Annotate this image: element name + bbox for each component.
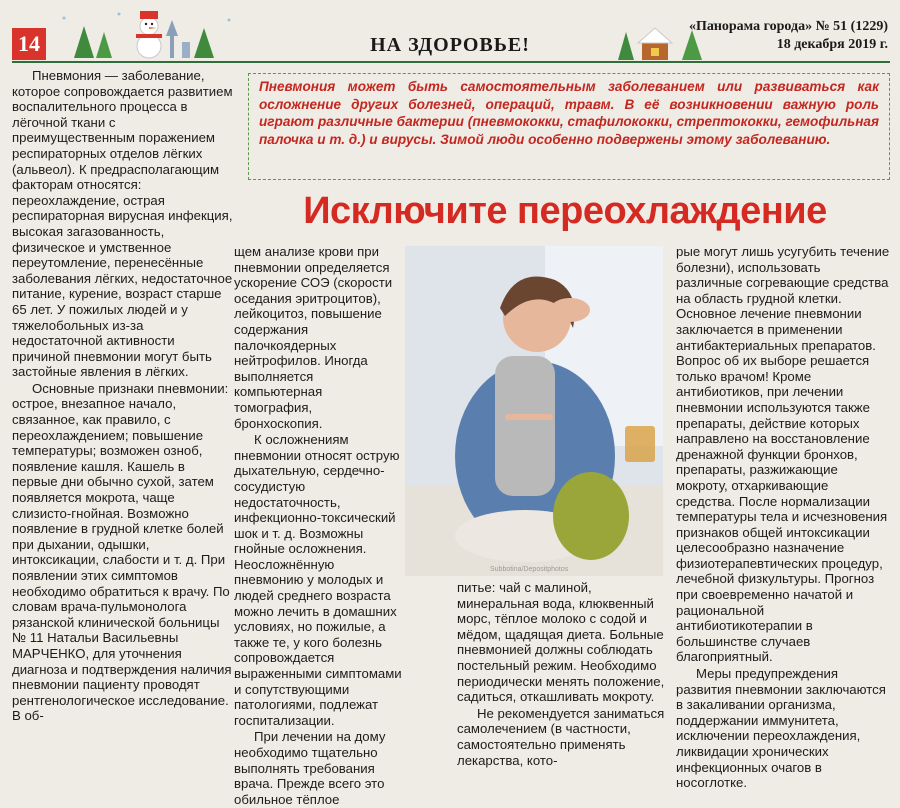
winter-decoration-icon: [44, 6, 244, 62]
issue-info: [650, 18, 888, 54]
paragraph: Основные признаки пневмонии: острое, внезапное начало, связанное, как правило, с переохлаждением; повышение температуры; возможен озноб, появление кашля. Кашель в первые дни обычно сухой, затем появляется мокрота, чаще слизисто-гнойная. Возможно появление в грудной клетке болей при дыхании, одышки, интоксикации, слабости и т. д. При появлении этих симптомов необходимо обратиться к врачу. По словам врача-пульмонолога рязанской клинической больницы № 11 Натальи Васильевны МАРЧЕНКО, для уточнения диагноза и подтверждения наличия пневмонии пациенту проводят рентгенологическое исследование. В об-: [12, 380, 232, 724]
paragraph: Пневмония — заболевание, которое сопровождается развитием воспалительного процесса в лёгочной ткани с преимущественным поражением респираторных отделов лёгких (альвеол). К предрасполагающим факторам относятся: переохлаждение, острая респираторная вирусная инфекция, высокая загазованность, физическое и умственное переутомление, перенесённые заболевания лёгких, недостаточное питание, курение, возраст старше 65 лет. У пожилых людей и у тяжелобольных из-за недостаточной активности причиной пневмонии могут быть застойные явления в лёгких.: [12, 68, 233, 380]
article-column-4: [676, 244, 890, 792]
paragraph: При лечении на дому необходимо тщательно выполнять требования врача. Прежде всего это обильное тёплое: [234, 729, 386, 807]
paragraph: К осложнениям пневмонии относят острую дыхательную, сердечно-сосудистую недостаточность, инфекционно-токсический шок и т. д. Возможны гнойные осложнения. Неосложнённую пневмонию у молодых и людей среднего возраста можно лечить в домашних условиях, но пожилые, а также те, у кого болезнь сопровождается выраженными симптомами и сопутствующими патологиями, подлежат госпитализации.: [234, 432, 402, 728]
sick-woman-illustration: [405, 246, 663, 576]
article-lead: Пневмония может быть самостоятельным заболеванием или развиваться как осложнение других болезней, операций, травм. В её возникновении важную роль играют различные бактерии (пневмококки, стафилококки, стрептококки, гемофильная палочка и т. д.) и вирусы. Зимой люди особенно подвержены этому заболеванию.: [248, 73, 890, 180]
issue-date: 18 декабря 2019 г.: [776, 37, 888, 52]
article-photo: [405, 246, 663, 576]
article-column-1: [12, 68, 234, 725]
paragraph: рые могут лишь усугубить течение болезни), использовать различные согревающие средства на область грудной клетки. Основное лечение пневмонии заключается в применении антибактериальных препаратов. Вопрос об их выборе решается только врачом! Кроме антибиотиков, при лечении пневмонии используются также препараты, действие которых направлено на восстановление дренажной функции бронхов, препараты, разжижающие мокроту, отхаркивающие средства. После нормализации температуры тела и исчезновения признаков общей интоксикации целесообразно назначение физиотерапевтических процедур, лечебной физкультуры. Прогноз при своевременно начатой и рациональной антибиотикотерапии в большинстве случаев благоприятный.: [676, 244, 890, 665]
issue-line: «Панорама города» № 51 (1229): [688, 19, 888, 34]
header-divider: [12, 61, 890, 63]
page-number: 14: [12, 28, 46, 60]
article-headline: Исключите переохлаждение: [303, 190, 827, 232]
paragraph: питье: чай с малиной, минеральная вода, клюквенный морс, тёплое молоко с содой и мёдом, щадящая диета. Больные пневмонией должны соблюдать постельный режим. Необходимо периодически менять положение, садиться, откашливать мокроту.: [457, 580, 665, 705]
page-header: [0, 0, 900, 64]
rubric-title: НА ЗДОРОВЬЕ!: [370, 34, 530, 56]
article-column-2: [234, 244, 402, 808]
article-column-3: [457, 580, 673, 769]
paragraph: Не рекомендуется заниматься самолечением (в частности, самостоятельно применять лекарства, кото-: [457, 705, 665, 768]
paragraph: Меры предупреждения развития пневмонии заключаются в закаливании организма, поддержании иммунитета, исключении переохлаждения, ликвидации хронических инфекционных очагов в носоглотке.: [676, 666, 886, 791]
photo-credit: Subbotina/Depositphotos: [490, 566, 569, 573]
paragraph: щем анализе крови при пневмонии определяется ускорение СОЭ (скорости оседания эритроцитов), лейкоцитоз, повышение содержания палочкоядерных нейтрофилов. Иногда выполняется компьютерная томография, бронхоскопия.: [234, 244, 393, 431]
